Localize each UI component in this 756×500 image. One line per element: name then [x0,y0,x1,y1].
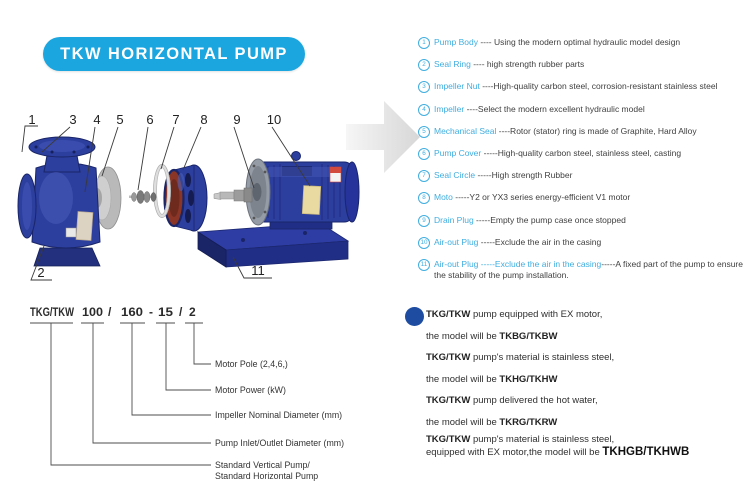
model-code-string [30,305,196,319]
model-prefix: TKG/TKW [30,305,75,319]
shaft-illustration [214,188,252,202]
parts-list-item [418,170,754,182]
variant-code: TKG/TKW [426,309,471,320]
callout-4: 4 [93,112,101,127]
part-desc: -----Y2 or YX3 series energy-efficient V1 motor [452,192,631,203]
pump-body-illustration [18,137,100,266]
part-desc: ----High-quality carbon steel, corrosion-resistant stainless steel [479,81,718,92]
variant-line [426,395,598,406]
variant-text: the model will be [426,417,500,428]
pump-cover-illustration [165,165,208,231]
part-label: Seal Ring [434,59,471,70]
part-desc: -----A fixed part of the pump to ensure the stability of the pump installation. [434,258,743,280]
variant-line [426,309,602,320]
label-impeller-diameter: Impeller Nominal Diameter (mm) [215,410,343,420]
model-num2: 160 [121,305,144,319]
base-plate-illustration [198,223,348,267]
pump-body-label [76,212,93,241]
part-label: Air-out Plug [434,236,479,247]
parts-list-item [418,192,754,204]
variant-line [426,331,557,342]
model-num4: 2 [189,305,196,319]
bullet-circle-icon [405,307,424,326]
part-desc: -----High strength Rubber [475,170,573,181]
circled-number: 10 [418,237,430,249]
parts-list [418,37,754,291]
variant-line [426,417,557,428]
variant-code: TKG/TKW [426,434,471,445]
variant-code: TKHG/TKHW [499,374,558,385]
part-label: Air-out Plug [434,258,479,269]
callout-11: 11 [251,263,265,278]
variant-code: TKRG/TKRW [499,417,558,428]
label-motor-power: Motor Power (kW) [215,385,286,395]
variant-code: TKHGB/TKHWB [602,446,690,458]
label-standard-horizontal: Standard Horizontal Pump [215,471,319,481]
exploded-pump-diagram [0,95,430,295]
part-desc: ---- Using the modern optimal hydraulic model design [477,37,681,47]
model-code-labels [215,359,344,481]
parts-list-item [418,237,754,249]
variant-text: equipped with EX motor,the model will be [426,447,603,458]
parts-list-item [418,259,754,281]
part-label: Pump Cover [434,147,482,158]
callout-5: 5 [116,112,124,127]
part-label: Impeller [434,103,465,114]
model-variants-block [403,303,755,463]
title-banner [43,37,305,71]
variant-text: pump's material is stainless steel, [470,434,615,445]
model-code-connectors [30,323,211,465]
circled-number: 3 [418,81,430,93]
part-label: Moto [434,192,453,203]
part-label: Mechanical Seal [434,125,497,136]
model-num3: 15 [158,305,174,319]
part-desc: ---- high strength rubber parts [470,59,585,70]
callout-3: 3 [69,112,77,127]
callout-2: 2 [37,265,45,280]
variant-text: pump equipped with EX motor, [470,309,603,320]
variant-text: the model will be [426,331,500,342]
circled-number: 7 [418,170,430,182]
model-code-diagram [0,295,360,495]
model-sep2: - [149,305,153,319]
callout-10: 10 [266,112,282,127]
circled-number: 8 [418,192,430,204]
circled-number: 6 [418,148,430,160]
part-label: Pump Body [434,37,478,47]
parts-list-item [418,37,754,49]
right-arrow-icon [346,101,420,173]
model-sep1: / [108,305,112,319]
variant-line [426,434,614,445]
callout-9: 9 [233,112,241,127]
label-inlet-outlet: Pump Inlet/Outlet Diameter (mm) [215,438,345,448]
callout-7: 7 [172,112,180,127]
part-desc: ----Rotor (stator) ring is made of Graphite, Hard Alloy [496,125,697,136]
callout-8: 8 [200,112,208,127]
parts-list-item [418,126,754,138]
part-desc: -----Exclude the air in the casing [478,236,602,247]
circled-number: 4 [418,104,430,116]
parts-list-item [418,59,754,71]
parts-list-item [418,81,754,93]
variant-code: TKBG/TKBW [499,331,558,342]
variant-line [426,446,689,458]
motor-illustration [246,152,359,230]
variant-code: TKG/TKW [426,395,471,406]
circled-number: 1 [418,37,430,49]
parts-list-item [418,104,754,116]
part-desc: ----Select the modern excellent hydraulic model [464,103,645,114]
parts-list-item [418,215,754,227]
parts-list-item [418,148,754,160]
mechanical-seal-illustration [129,191,157,204]
callout-1: 1 [28,112,36,127]
circled-number: 2 [418,59,430,71]
variant-code: TKG/TKW [426,352,471,363]
part-label: Drain Plug [434,214,474,225]
label-motor-pole: Motor Pole (2,4,6,) [215,359,288,369]
part-label: Impeller Nut [434,81,480,92]
motor-nameplate [302,186,320,215]
part-desc-blue: -----Exclude the air in the casing [478,258,602,269]
callout-6: 6 [146,112,154,127]
variant-line [426,374,557,385]
model-num1: 100 [82,305,104,319]
part-desc: -----Empty the pump case once stopped [473,214,626,225]
circled-number: 9 [418,215,430,227]
page-title: TKW HORIZONTAL PUMP [60,44,288,63]
variant-text: pump delivered the hot water, [470,395,598,406]
label-standard-vertical: Standard Vertical Pump/ [215,460,310,470]
part-label: Seal Circle [434,170,476,181]
seal-circle-illustration [153,164,170,217]
part-desc: -----High-quality carbon steel, stainless steel, casting [481,147,682,158]
variant-text: the model will be [426,374,500,385]
circled-number: 5 [418,126,430,138]
model-sep3: / [179,305,183,319]
variant-line [426,352,614,363]
circled-number: 11 [418,259,430,271]
variant-text: pump's material is stainless steel, [470,352,615,363]
